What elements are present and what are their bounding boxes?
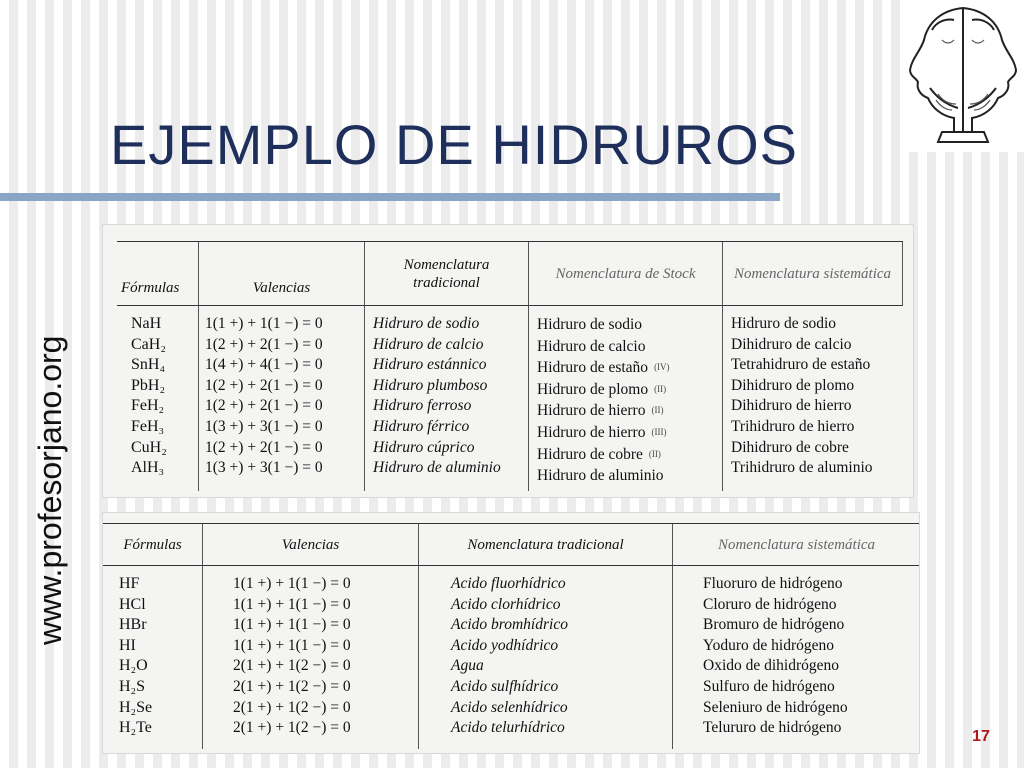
systematic-name-cell bbox=[673, 636, 920, 657]
traditional-name-cell bbox=[419, 677, 672, 698]
oxidation-state-label: (IV) bbox=[654, 362, 670, 373]
traditional-column bbox=[419, 566, 673, 749]
valence-cell bbox=[199, 314, 364, 335]
formula-cell bbox=[117, 458, 198, 479]
valence-cell bbox=[203, 656, 418, 677]
valence-cell bbox=[199, 396, 364, 417]
systematic-name-cell bbox=[673, 595, 920, 616]
systematic-name-cell-text: Oxido de dihidrógeno bbox=[703, 657, 840, 675]
side-url: www.profesorjano.org bbox=[32, 335, 68, 645]
systematic-column bbox=[723, 306, 903, 491]
stock-name-cell-text: Hidruro de calcio bbox=[537, 337, 646, 355]
formula-cell-text: CaH₂ bbox=[131, 335, 166, 353]
stock-name-cell bbox=[529, 400, 722, 422]
traditional-name-cell-text: Hidruro ferroso bbox=[373, 397, 472, 415]
traditional-name-cell bbox=[419, 595, 672, 616]
valence-cell-text: 2(1 +) + 1(2 −) = 0 bbox=[233, 719, 351, 737]
header-valences: Valencias bbox=[203, 524, 419, 566]
systematic-name-cell-text: Telururo de hidrógeno bbox=[703, 719, 842, 737]
formula-cell-text: HBr bbox=[119, 616, 147, 634]
systematic-name-cell bbox=[723, 355, 903, 376]
systematic-name-cell-text: Bromuro de hidrógeno bbox=[703, 616, 845, 634]
oxidation-state-label: (II) bbox=[648, 448, 661, 459]
traditional-name-cell-text: Hidruro de sodio bbox=[373, 315, 480, 332]
traditional-name-cell bbox=[419, 698, 672, 719]
valence-cell-text: 1(4 +) + 4(1 −) = 0 bbox=[205, 356, 323, 374]
header-systematic: Nomenclatura sistemática bbox=[673, 524, 920, 566]
formula-cell-text: NaH bbox=[131, 315, 162, 332]
valence-cell bbox=[203, 677, 418, 698]
systematic-name-cell bbox=[673, 574, 920, 595]
formula-cell bbox=[117, 438, 198, 459]
valence-cell bbox=[199, 438, 364, 459]
systematic-name-cell bbox=[673, 656, 920, 677]
header-valences: Valencias bbox=[199, 242, 365, 306]
valence-cell bbox=[199, 355, 364, 376]
oxidation-state-label: (II) bbox=[654, 383, 667, 394]
valence-cell-text: 1(1 +) + 1(1 −) = 0 bbox=[233, 636, 351, 654]
formula-cell-text: SnH₄ bbox=[131, 356, 166, 374]
stock-name-cell-text: Hidruro de sodio bbox=[537, 316, 643, 333]
header-traditional: Nomenclatura tradicional bbox=[365, 242, 529, 306]
traditional-name-cell bbox=[419, 636, 672, 657]
systematic-name-cell-text: Tetrahidruro de estaño bbox=[731, 356, 871, 374]
formula-cell bbox=[117, 376, 198, 397]
formula-cell bbox=[103, 595, 202, 616]
valence-column bbox=[199, 306, 365, 491]
formula-cell-text: H₂Se bbox=[119, 698, 153, 716]
formula-cell bbox=[103, 574, 202, 595]
stock-name-cell bbox=[529, 444, 722, 466]
valence-cell-text: 1(1 +) + 1(1 −) = 0 bbox=[233, 616, 351, 634]
stock-name-cell-text: Hidruro de estaño bbox=[537, 359, 649, 377]
valence-cell-text: 1(1 +) + 1(1 −) = 0 bbox=[233, 575, 351, 592]
metal-hydrides-grid bbox=[117, 241, 903, 491]
systematic-name-cell bbox=[723, 396, 903, 417]
formula-cell-text: H₂O bbox=[119, 657, 148, 675]
traditional-name-cell bbox=[365, 335, 528, 356]
traditional-column bbox=[365, 306, 529, 491]
systematic-name-cell bbox=[723, 458, 903, 479]
valence-cell-text: 2(1 +) + 1(2 −) = 0 bbox=[233, 657, 351, 675]
header-systematic: Nomenclatura sistemática bbox=[723, 242, 903, 306]
formula-cell bbox=[117, 335, 198, 356]
valence-cell-text: 1(3 +) + 3(1 −) = 0 bbox=[205, 417, 323, 435]
systematic-name-cell-text: Dihidruro de cobre bbox=[731, 438, 849, 456]
systematic-column bbox=[673, 566, 920, 749]
valence-cell bbox=[199, 376, 364, 397]
stock-name-cell bbox=[529, 314, 722, 336]
valence-cell-text: 1(2 +) + 2(1 −) = 0 bbox=[205, 335, 323, 353]
oxidation-state-label: (II) bbox=[651, 405, 664, 416]
valence-cell-text: 1(2 +) + 2(1 −) = 0 bbox=[205, 438, 323, 456]
systematic-name-cell bbox=[723, 335, 903, 356]
traditional-name-cell bbox=[419, 574, 672, 595]
systematic-name-cell-text: Trihidruro de aluminio bbox=[731, 459, 873, 477]
valence-cell bbox=[203, 636, 418, 657]
formula-cell-text: HCl bbox=[119, 595, 146, 613]
stock-column bbox=[529, 306, 723, 491]
header-traditional: Nomenclatura tradicional bbox=[419, 524, 673, 566]
traditional-name-cell bbox=[365, 396, 528, 417]
traditional-name-cell-text: Hidruro de calcio bbox=[373, 335, 484, 353]
formula-cell-text: HI bbox=[119, 636, 136, 654]
formula-cell bbox=[103, 698, 202, 719]
valence-cell bbox=[203, 718, 418, 739]
traditional-name-cell bbox=[419, 718, 672, 739]
formula-cell-text: H₂S bbox=[119, 677, 146, 695]
traditional-name-cell-text: Acido bromhídrico bbox=[451, 616, 568, 634]
header-formulas: Fórmulas bbox=[103, 524, 203, 566]
formula-cell bbox=[117, 417, 198, 438]
formula-cell bbox=[103, 636, 202, 657]
systematic-name-cell bbox=[723, 314, 903, 335]
systematic-name-cell bbox=[673, 615, 920, 636]
traditional-name-cell-text: Hidruro plumboso bbox=[373, 376, 488, 394]
traditional-name-cell-text: Acido fluorhídrico bbox=[451, 575, 566, 592]
page-number: 17 bbox=[972, 728, 990, 745]
systematic-name-cell bbox=[673, 718, 920, 739]
valence-cell-text: 1(2 +) + 2(1 −) = 0 bbox=[205, 397, 323, 415]
valence-column bbox=[203, 566, 419, 749]
formula-cell bbox=[103, 718, 202, 739]
valence-cell bbox=[199, 335, 364, 356]
header-stock: Nomenclatura de Stock bbox=[529, 242, 723, 306]
systematic-name-cell-text: Hidruro de sodio bbox=[731, 315, 837, 332]
traditional-name-cell bbox=[419, 656, 672, 677]
formula-cell bbox=[117, 396, 198, 417]
formula-cell bbox=[103, 615, 202, 636]
valence-cell-text: 2(1 +) + 1(2 −) = 0 bbox=[233, 677, 351, 695]
title-underline bbox=[0, 193, 780, 201]
valence-cell bbox=[203, 595, 418, 616]
janus-two-faced-head-icon bbox=[902, 0, 1024, 152]
systematic-name-cell-text: Dihidruro de hierro bbox=[731, 397, 852, 415]
formula-cell bbox=[103, 656, 202, 677]
stock-name-cell bbox=[529, 465, 722, 487]
formula-cell bbox=[117, 314, 198, 335]
valence-cell bbox=[203, 615, 418, 636]
traditional-name-cell bbox=[365, 438, 528, 459]
formula-cell-text: CuH₂ bbox=[131, 438, 167, 456]
traditional-name-cell-text: Acido telurhídrico bbox=[451, 719, 565, 737]
stock-name-cell-text: Hidruro de aluminio bbox=[537, 467, 664, 485]
header-formulas: Fórmulas bbox=[117, 242, 199, 306]
valence-cell bbox=[199, 417, 364, 438]
traditional-name-cell bbox=[419, 615, 672, 636]
traditional-name-cell-text: Acido sulfhídrico bbox=[451, 677, 559, 695]
traditional-name-cell-text: Hidruro férrico bbox=[373, 417, 470, 435]
traditional-name-cell bbox=[365, 355, 528, 376]
janus-logo-drawing bbox=[902, 0, 1024, 152]
stock-name-cell-text: Hidruro de hierro bbox=[537, 402, 646, 420]
systematic-name-cell bbox=[673, 698, 920, 719]
traditional-name-cell-text: Acido selenhídrico bbox=[451, 698, 568, 716]
metal-hydrides-table bbox=[102, 224, 914, 498]
systematic-name-cell bbox=[673, 677, 920, 698]
valence-cell bbox=[203, 574, 418, 595]
oxidation-state-label: (III) bbox=[651, 426, 667, 437]
traditional-name-cell-text: Hidruro estánnico bbox=[373, 356, 487, 374]
valence-cell-text: 2(1 +) + 1(2 −) = 0 bbox=[233, 698, 351, 716]
formula-cell-text: AlH₃ bbox=[131, 459, 165, 477]
stock-name-cell-text: Hidruro de cobre bbox=[537, 445, 643, 463]
stock-name-cell bbox=[529, 422, 722, 444]
traditional-name-cell-text: Acido yodhídrico bbox=[451, 636, 559, 654]
valence-cell bbox=[199, 458, 364, 479]
formula-cell bbox=[117, 355, 198, 376]
traditional-name-cell bbox=[365, 314, 528, 335]
stock-name-cell-text: Hidruro de plomo bbox=[537, 380, 649, 398]
valence-cell-text: 1(3 +) + 3(1 −) = 0 bbox=[205, 459, 323, 477]
stock-name-cell bbox=[529, 357, 722, 379]
systematic-name-cell-text: Fluoruro de hidrógeno bbox=[703, 575, 843, 592]
formula-cell-text: FeH₂ bbox=[131, 397, 165, 415]
traditional-name-cell-text: Hidruro cúprico bbox=[373, 438, 475, 456]
systematic-name-cell bbox=[723, 417, 903, 438]
systematic-name-cell-text: Dihidruro de plomo bbox=[731, 376, 855, 394]
formula-cell-text: H₂Te bbox=[119, 719, 152, 737]
formula-cell-text: HF bbox=[119, 575, 140, 592]
systematic-name-cell bbox=[723, 376, 903, 397]
valence-cell bbox=[203, 698, 418, 719]
formula-cell-text: FeH₃ bbox=[131, 417, 165, 435]
stock-name-cell bbox=[529, 336, 722, 358]
traditional-name-cell-text: Agua bbox=[451, 657, 484, 675]
systematic-name-cell-text: Trihidruro de hierro bbox=[731, 417, 855, 435]
valence-cell-text: 1(1 +) + 1(1 −) = 0 bbox=[233, 595, 351, 613]
systematic-name-cell-text: Seleniuro de hidrógeno bbox=[703, 698, 848, 716]
slide-title: EJEMPLO DE HIDRUROS bbox=[110, 113, 798, 176]
formula-cell bbox=[103, 677, 202, 698]
nonmetal-hydrides-table bbox=[102, 512, 920, 754]
systematic-name-cell-text: Dihidruro de calcio bbox=[731, 335, 852, 353]
systematic-name-cell-text: Cloruro de hidrógeno bbox=[703, 595, 837, 613]
traditional-name-cell-text: Acido clorhídrico bbox=[451, 595, 561, 613]
valence-cell-text: 1(2 +) + 2(1 −) = 0 bbox=[205, 376, 323, 394]
traditional-name-cell-text: Hidruro de aluminio bbox=[373, 459, 501, 477]
formula-column bbox=[103, 566, 203, 749]
traditional-name-cell bbox=[365, 376, 528, 397]
traditional-name-cell bbox=[365, 458, 528, 479]
valence-cell-text: 1(1 +) + 1(1 −) = 0 bbox=[205, 315, 323, 332]
stock-name-cell-text: Hidruro de hierro bbox=[537, 423, 646, 441]
stock-name-cell bbox=[529, 379, 722, 401]
formula-column bbox=[117, 306, 199, 491]
nonmetal-hydrides-grid bbox=[103, 523, 920, 749]
systematic-name-cell bbox=[723, 438, 903, 459]
traditional-name-cell bbox=[365, 417, 528, 438]
systematic-name-cell-text: Sulfuro de hidrógeno bbox=[703, 677, 835, 695]
systematic-name-cell-text: Yoduro de hidrógeno bbox=[703, 636, 835, 654]
formula-cell-text: PbH₂ bbox=[131, 376, 166, 394]
